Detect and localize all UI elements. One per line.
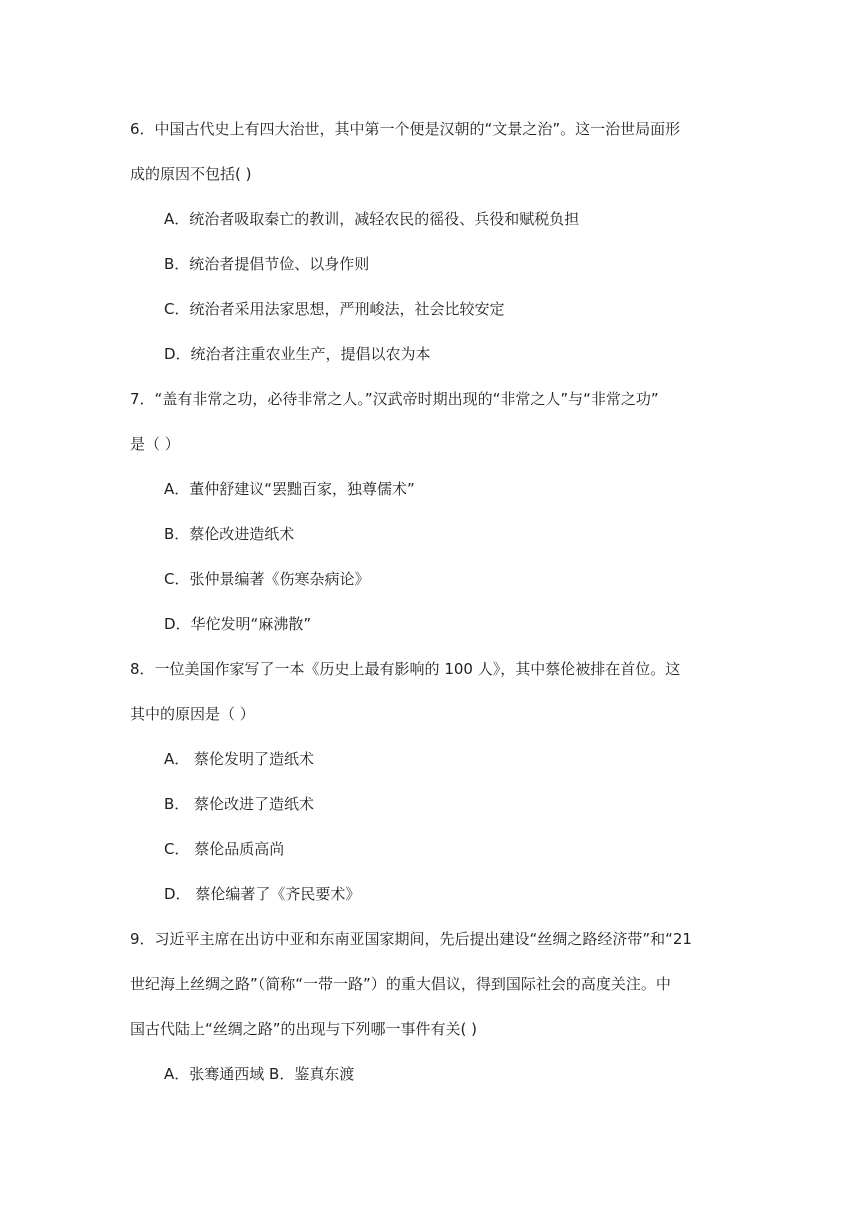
question-7-option-c: C．张仲景编著《伤寒杂病论》 — [164, 570, 370, 588]
question-8-option-d: D． 蔡伦编著了《齐民要术》 — [164, 885, 361, 903]
question-8-stem-line-2: 其中的原因是（ ） — [130, 705, 255, 723]
question-9-stem-line-2: 世纪海上丝绸之路”（简称“一带一路”）的重大倡议，得到国际社会的高度关注。中 — [130, 975, 671, 993]
question-6-stem-line-1: 6．中国古代史上有四大治世，其中第一个便是汉朝的“文景之治”。这一治世局面形 — [130, 120, 681, 138]
question-8-option-b: B． 蔡伦改进了造纸术 — [164, 795, 315, 813]
question-6-option-a: A．统治者吸取秦亡的教训，减轻农民的徭役、兵役和赋税负担 — [164, 210, 580, 228]
question-8-option-a: A． 蔡伦发明了造纸术 — [164, 750, 315, 768]
question-8-option-c: C． 蔡伦品质高尚 — [164, 840, 285, 858]
question-7-stem-line-1: 7．“盖有非常之功，必待非常之人。”汉武帝时期出现的“非常之人”与“非常之功” — [130, 390, 659, 408]
question-7-option-b: B．蔡伦改进造纸术 — [164, 525, 295, 543]
question-7-option-d: D．华佗发明“麻沸散” — [164, 615, 312, 633]
question-6-stem-line-2: 成的原因不包括( ) — [130, 165, 252, 183]
question-9-options-line: A．张骞通西域 B．鉴真东渡 — [164, 1065, 355, 1083]
question-6-option-b: B．统治者提倡节俭、以身作则 — [164, 255, 370, 273]
question-8-stem-line-1: 8．一位美国作家写了一本《历史上最有影响的 100 人》，其中蔡伦被排在首位。这 — [130, 660, 681, 678]
question-6-option-c: C．统治者采用法家思想，严刑峻法，社会比较安定 — [164, 300, 505, 318]
question-9-stem-line-3: 国古代陆上“丝绸之路”的出现与下列哪一事件有关( ) — [130, 1020, 478, 1038]
question-9-stem-line-1: 9．习近平主席在出访中亚和东南亚国家期间，先后提出建设“丝绸之路经济带”和“21 — [130, 930, 692, 948]
question-7-option-a: A．董仲舒建议“罢黜百家，独尊儒术” — [164, 480, 415, 498]
question-6-option-d: D．统治者注重农业生产，提倡以农为本 — [164, 345, 431, 363]
question-7-stem-line-2: 是（ ） — [130, 435, 180, 453]
